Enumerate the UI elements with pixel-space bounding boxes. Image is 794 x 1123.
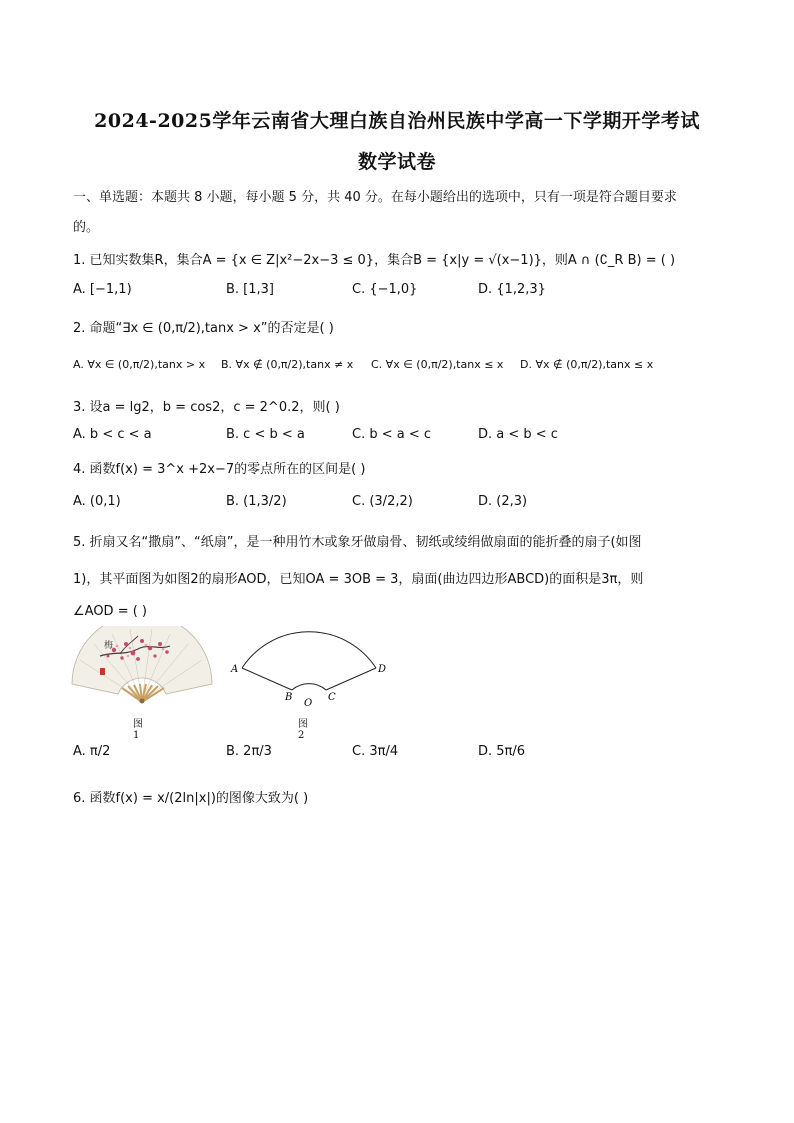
- q2-option-c: C. ∀x ∈ (0,π/2),tanx ≤ x: [371, 358, 504, 371]
- q5-option-d: D. 5π/6: [478, 744, 526, 759]
- q3-option-c: C. b < a < c: [352, 427, 432, 442]
- question-3-stem: 3. 设a = lg2，b = cos2，c = 2^0.2，则( ): [73, 400, 340, 415]
- q1-option-a: A. [−1,1): [73, 282, 132, 297]
- section-header-cont: 的。: [73, 220, 100, 235]
- point-d-label: D: [378, 664, 387, 675]
- fan-seal-text: 梅: [104, 641, 114, 651]
- q1-option-d: D. {1,2,3}: [478, 282, 546, 297]
- q5-option-c: C. 3π/4: [352, 744, 399, 759]
- exam-subtitle: 数学试卷: [357, 151, 436, 173]
- q5-option-b: B. 2π/3: [226, 744, 272, 759]
- q2-option-b: B. ∀x ∉ (0,π/2),tanx ≠ x: [221, 358, 354, 371]
- question-5-stem-cont: 1)，其平面图为如图2的扇形AOD，已知OA = 3OB = 3，扇面(曲边四边形ABCD)的面积是3π，则: [73, 572, 644, 587]
- section-header: 一、单选题：本题共 8 小题，每小题 5 分，共 40 分。在每小题给出的选项中，只有一项是符合题目要求: [73, 190, 677, 205]
- q1-option-b: B. [1,3]: [226, 282, 275, 297]
- q2-option-a: A. ∀x ∈ (0,π/2),tanx > x: [73, 358, 206, 371]
- question-5-stem-end: ∠AOD = ( ): [73, 604, 147, 619]
- figure-1-caption: 图1: [133, 719, 143, 741]
- exam-title: 2024-2025学年云南省大理白族自治州民族中学高一下学期开学考试: [94, 110, 700, 132]
- point-a-label: A: [231, 664, 239, 675]
- q3-option-b: B. c < b < a: [226, 427, 305, 442]
- question-4-stem: 4. 函数f(x) = 3^x +2x−7的零点所在的区间是( ): [73, 462, 366, 477]
- question-1-stem: 1. 已知实数集R，集合A = {x ∈ Z|x²−2x−3 ≤ 0}，集合B = {x|y = √(x−1)}，则A ∩ (∁_R B) = ( ): [73, 253, 676, 268]
- point-c-label: C: [328, 692, 336, 703]
- q4-option-d: D. (2,3): [478, 494, 528, 509]
- q4-option-a: A. (0,1): [73, 494, 121, 509]
- question-2-stem: 2. 命题“∃x ∈ (0,π/2),tanx > x”的否定是( ): [73, 321, 334, 336]
- q2-option-d: D. ∀x ∉ (0,π/2),tanx ≤ x: [520, 358, 654, 371]
- fan-illustration: [70, 626, 215, 706]
- figure-2-caption: 图2: [298, 719, 308, 741]
- point-b-label: B: [285, 692, 293, 703]
- question-5-stem: 5. 折扇又名“撒扇”、“纸扇”，是一种用竹木或象牙做扇骨、韧纸或绫绢做扇面的能折叠的扇子(如图: [73, 535, 642, 550]
- q4-option-b: B. (1,3/2): [226, 494, 287, 509]
- q4-option-c: C. (3/2,2): [352, 494, 413, 509]
- point-o-label: O: [304, 698, 313, 709]
- question-6-stem: 6. 函数f(x) = x/(2ln|x|)的图像大致为( ): [73, 791, 309, 806]
- q1-option-c: C. {−1,0}: [352, 282, 418, 297]
- q3-option-a: A. b < c < a: [73, 427, 152, 442]
- q3-option-d: D. a < b < c: [478, 427, 558, 442]
- sector-diagram: [230, 626, 390, 711]
- q5-option-a: A. π/2: [73, 744, 111, 759]
